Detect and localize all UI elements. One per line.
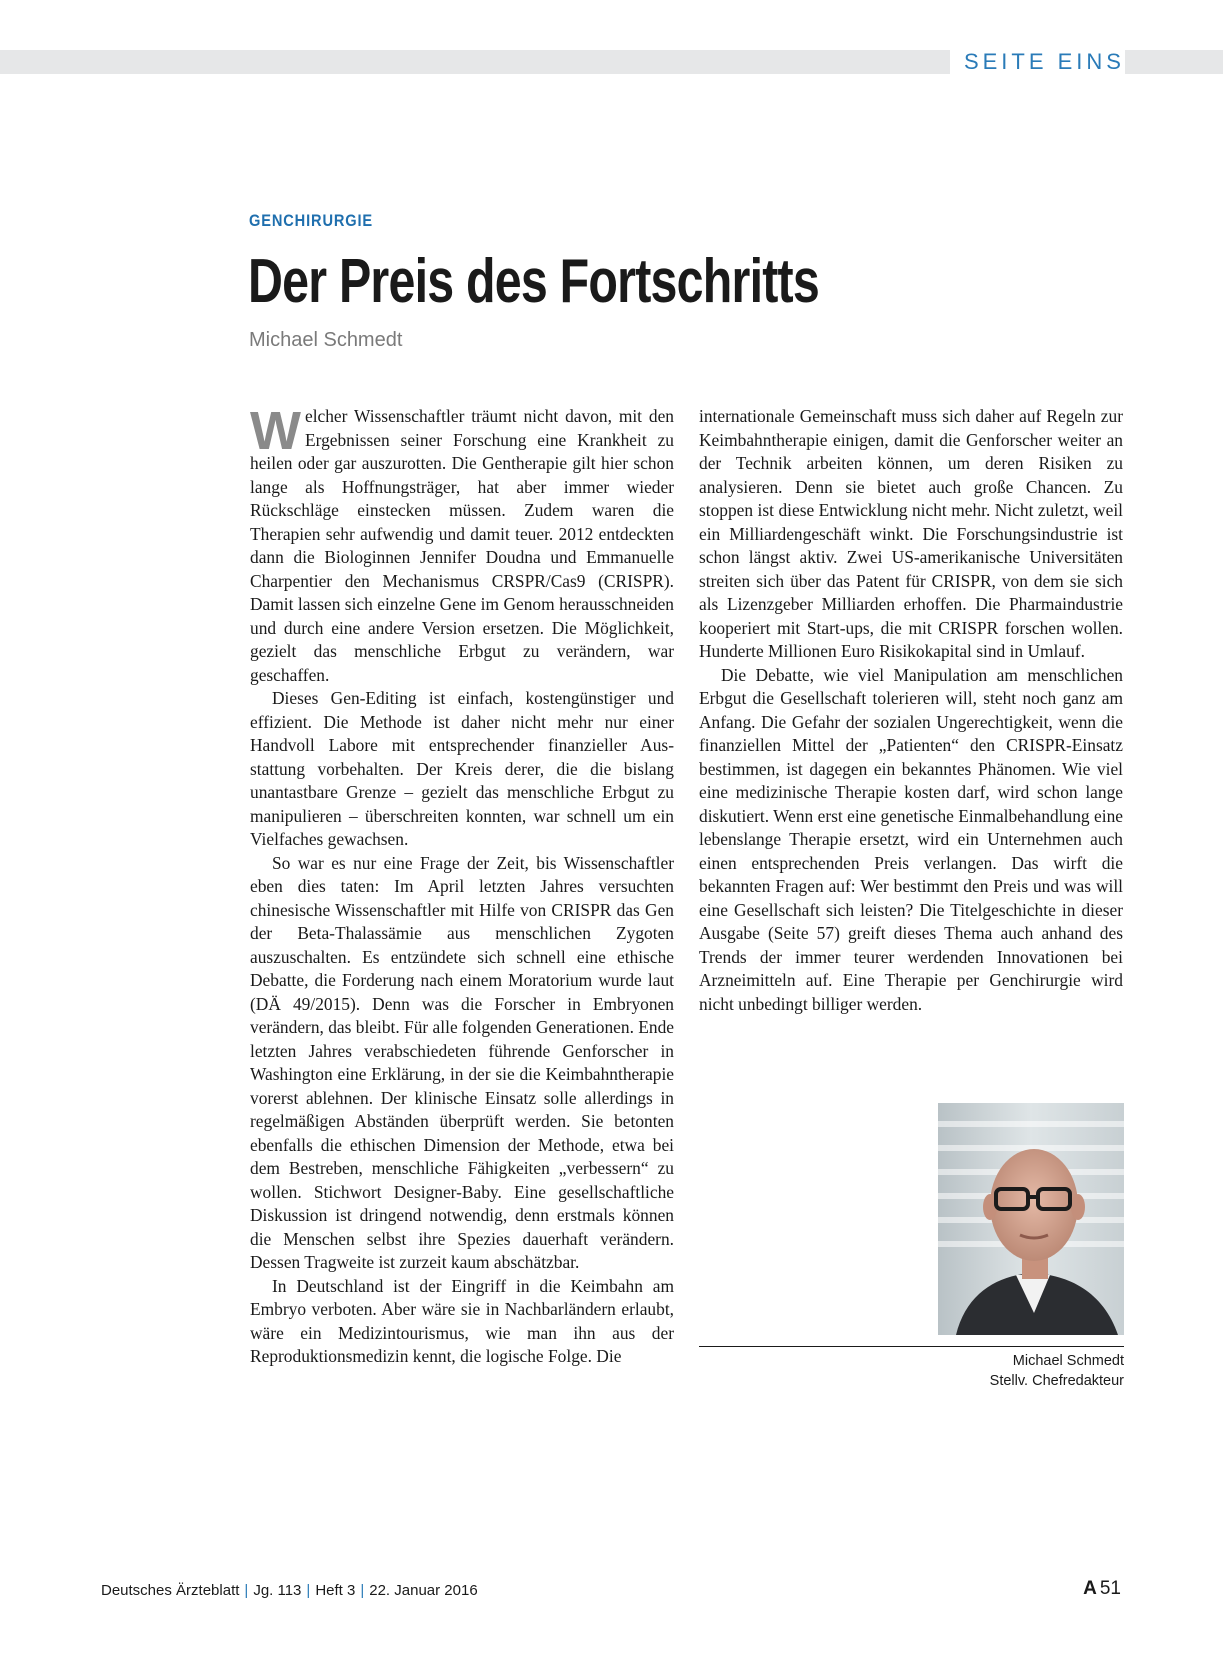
footer-date: 22. Januar 2016 (369, 1582, 478, 1599)
caption-role: Stellv. Chefredakteur (989, 1373, 1124, 1389)
paragraph: In Deutschland ist der Eingriff in die Keimbahn am Embryo verboten. Aber wäre sie in Nachbarländern erlaubt, wäre ein Medizintourismus, wie man ihn aus der Reproduktionsmedizin kennt, die logische Folge. Die (250, 1275, 674, 1366)
paragraph-text: elcher Wissenschaftler träumt nicht davon, mit den Ergebnissen seiner Forschung eine Krankheit zu heilen oder gar auszurotten. Die Gentherapie gilt hier schon lange als Hoffnungsträger, hat aber immer wieder Rückschläge einstecken müssen. Zudem waren die Therapien sehr aufwendig und damit teuer. 2012 entdeckten dann die Biologinnen Jennifer Doudna und Emmanuelle Charpentier den Mechanismus CRSPR/Cas9 (CRISPR). Damit lassen sich einzelne Gene im Genom herausschneiden und durch eine andere Version ersetzen. Die Möglichkeit, gezielt das menschliche Erbgut zu verändern, war geschaffen. (250, 406, 674, 685)
caption-name: Michael Schmedt (1012, 1353, 1124, 1369)
paragraph: internationale Gemeinschaft muss sich daher auf Regeln zur Keimbahntherapie einigen, damit die Genforscher weiter an der Technik arbeiten können, um deren Risiken zu analysieren. Denn sie bietet auch große Chancen. Zu stoppen ist diese Entwicklung nicht mehr. Nicht zuletzt, weil ein Milliardengeschäft winkt. Die Forschungsindustrie ist schon längst aktiv. Zwei US-amerikanische Universitäten streiten sich über das Patent für CRISPR, von dem sie sich als Lizenzgeber Milliarden erhoffen. Die Pharmaindustrie kooperiert mit Start-ups, die mit CRISPR forschen wollen. Hunderte Millionen Euro Risikokapital sind in Umlauf. (699, 406, 1123, 661)
page-footer (101, 1582, 478, 1599)
footer-journal: Deutsches Ärzteblatt (101, 1582, 240, 1599)
paragraph (250, 401, 674, 687)
paragraph: Dieses Gen-Editing ist einfach, kostengünstiger und effizient. Die Methode ist daher nicht mehr nur einer Handvoll Labore mit entsprechender finanzieller Ausstattung vorbehalten. Der Kreis derer, die die bislang unantastbare Grenze – gezielt das menschliche Erbgut zu manipulieren – überschreiten konnten, war schnell um ein Vielfaches gewachsen. (250, 688, 674, 849)
author-portrait (938, 1103, 1124, 1335)
article-kicker: GENCHIRURGIE (249, 211, 374, 230)
portrait-caption (990, 1351, 1124, 1391)
page-prefix: A (1083, 1578, 1097, 1599)
footer-issue: Heft 3 (315, 1582, 356, 1599)
footer-separator: | (306, 1582, 311, 1599)
footer-volume: Jg. 113 (253, 1582, 302, 1599)
footer-separator: | (360, 1582, 365, 1599)
paragraph: So war es nur eine Frage der Zeit, bis Wissenschaftler eben dies taten: Im April letzten Jahres versuchten chinesische Wissenschaftler mit Hilfe von CRISPR das Gen der Beta-Thalassämie aus menschlichen Zygoten auszuschalten. Es entzündete sich schnell eine ethische Debatte, die Forderung nach einem Moratorium wurde laut (DÄ 49/2015). Denn was die Forscher in Embryonen verändern, das bleibt. Für alle folgenden Generationen. Ende letzten Jahres verabschiedeten führende Genforscher in Washington eine Erklärung, in der sie die Keimbahntherapie vorerst ablehnen. Der klinische Einsatz solle allerdings in regelmäßigen Abständen überprüft werden. Sie betonten ebenfalls die ethischen Dimension der Methode, etwa bei dem Bestreben, menschliche Fähigkeiten „verbessern“ zu wollen. Stichwort Designer-Baby. Eine gesellschaftliche Diskussion ist dringend notwendig, denn erstmals können die Menschen selbst ihre Spezies dauerhaft verändern. Dessen Tragweite ist zurzeit kaum abschätzbar. (250, 852, 674, 1272)
article-author: Michael Schmedt (249, 329, 403, 351)
article-column-left (250, 401, 674, 1369)
section-label: SEITE EINS (950, 48, 1125, 76)
caption-rule (699, 1346, 1124, 1347)
page-number-value: 51 (1099, 1578, 1121, 1599)
page-number (1083, 1578, 1121, 1600)
article-column-right (699, 405, 1123, 1016)
footer-separator: | (244, 1582, 249, 1599)
dropcap: W (250, 401, 301, 461)
paragraph: Die Debatte, wie viel Manipulation am menschlichen Erbgut die Gesellschaft tolerieren will, steht noch ganz am Anfang. Die Gefahr der sozialen Ungerechtigkeit, wenn die finanziellen Mittel der „Patienten“ den CRISPR-Einsatz bestimmen, ist dagegen ein bekanntes Phänomen. Wie viel eine medizinische Therapie kosten darf, wird schon lange diskutiert. Wenn erst eine genetische Einmalbehandlung eine lebenslange Therapie ersetzt, wird ein Unternehmen auch einen entsprechenden Preis verlangen. Das wirft die bekannten Fragen auf: Wer bestimmt den Preis und was will eine Gesellschaft sich leisten? Die Titelgeschichte in dieser Ausgabe (Seite 57) greift dieses Thema auch anhand des Trends der immer teurer werdenden Innovationen bei Arzneimitteln auf. Eine Therapie per Genchirurgie wird nicht unbedingt billiger werden. (699, 664, 1123, 1014)
article-headline: Der Preis des Fortschritts (248, 247, 819, 316)
